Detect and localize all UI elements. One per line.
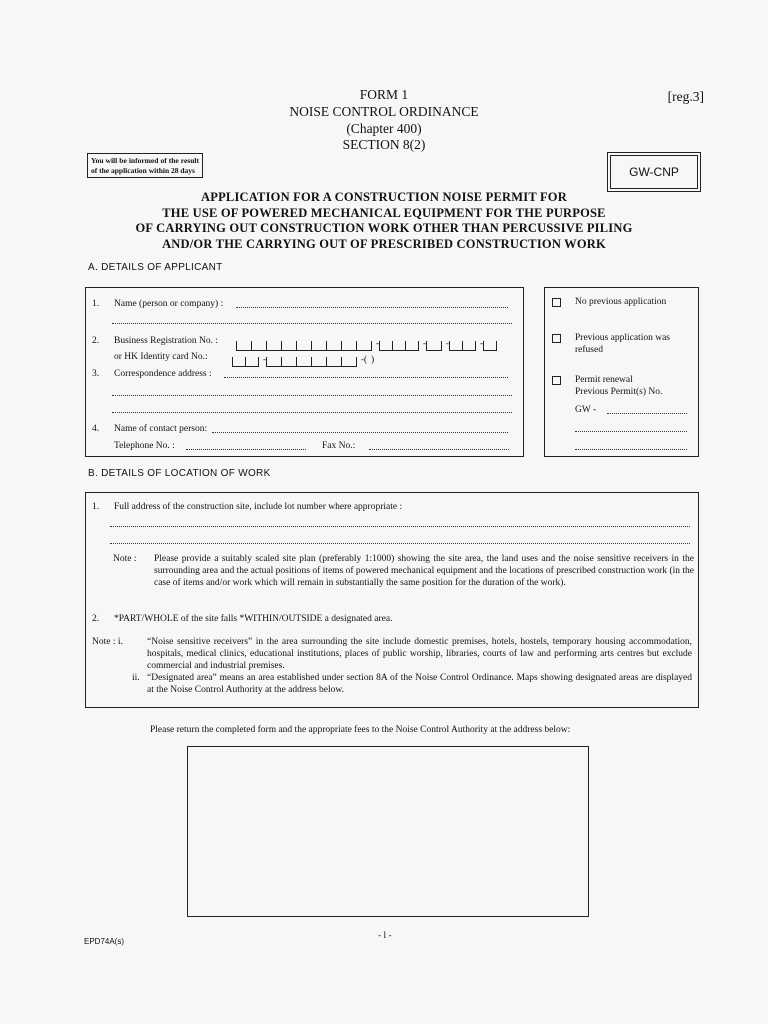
previous-permit-label: Previous Permit(s) No. [575,387,663,397]
item2-number: 2. [92,336,100,346]
authority-address-box [187,746,589,917]
designated-area-note: “Designated area” means an area established under section 8A of the Noise Control Ordinance. Maps showing designated areas are displayed at the Noise Control Authority at the address below. [147,673,692,695]
address-field-line-3[interactable] [112,412,512,413]
designated-area-statement[interactable]: *PART/WHOLE of the site falls *WITHIN/OUTSIDE a designated area. [114,614,393,624]
result-notice: You will be informed of the result of the application within 28 days [87,153,203,178]
telephone-field[interactable] [186,449,306,450]
refused-label: Previous application was refused [575,333,670,355]
application-title [0,190,768,252]
hkid-field[interactable]: - -( ) [232,349,374,367]
address-field[interactable] [224,377,508,378]
no-previous-checkbox[interactable] [552,298,561,307]
notes-label: Note : i. [92,637,123,647]
application-status-box [544,287,699,457]
fax-label: Fax No.: [322,441,356,451]
no-previous-label: No previous application [575,297,667,307]
telephone-label: Telephone No. : [114,441,175,451]
hkid-label: or HK Identity card No.: [114,352,208,362]
noise-receivers-note: “Noise sensitive receivers” in the area surrounding the site include domestic premises, hotels, hostels, temporary housing accommodation, hospitals, medical clinics, educational institutions, places of public worship, libraries, courts of law and performing arts centres but exclude commercial and industrial premises. [147,637,692,671]
title-line-1: APPLICATION FOR A CONSTRUCTION NOISE PERMIT FOR [201,190,567,204]
renewal-label: Permit renewal [575,375,633,385]
section-label: SECTION 8(2) [342,137,426,152]
form-reference-code: EPD74A(s) [84,937,125,946]
return-instructions: Please return the completed form and the appropriate fees to the Noise Control Authority at the address below: [150,725,571,735]
permit-number-field-3[interactable] [575,449,687,450]
business-reg-label: Business Registration No. : [114,336,218,346]
site-address-field-line-2[interactable] [110,543,690,544]
location-details-box [85,492,699,708]
location-item1-number: 1. [92,502,100,512]
item1-number: 1. [92,299,100,309]
chapter-label: (Chapter 400) [346,121,422,136]
refused-checkbox[interactable] [552,334,561,343]
title-line-3: OF CARRYING OUT CONSTRUCTION WORK OTHER THAN PERCUSSIVE PILING [135,221,633,235]
contact-person-field[interactable] [212,432,508,433]
title-line-2: THE USE OF POWERED MECHANICAL EQUIPMENT FOR THE PURPOSE [162,205,606,220]
name-field-line-2[interactable] [112,323,512,324]
renewal-checkbox[interactable] [552,376,561,385]
location-item2-number: 2. [92,614,100,624]
name-label: Name (person or company) : [114,299,224,309]
site-address-field[interactable] [110,526,690,527]
title-line-4: AND/OR THE CARRYING OUT OF PRESCRIBED CONSTRUCTION WORK [162,236,606,251]
permit-number-field-1[interactable] [607,413,687,414]
section-a-heading: A. DETAILS OF APPLICANT [88,262,223,273]
note-ii-label: ii. [132,673,140,683]
site-address-label: Full address of the construction site, include lot number where appropriate : [114,502,403,512]
permit-number-field-2[interactable] [575,431,687,432]
form-code-box [607,152,701,192]
form-number: FORM 1 [359,87,409,102]
site-plan-note-label: Note : [113,554,137,564]
regulation-ref: [reg.3] [667,89,704,104]
gw-label: GW - [575,405,597,415]
address-field-line-2[interactable] [112,395,512,396]
item4-number: 4. [92,424,100,434]
name-field[interactable] [236,307,508,308]
hkid-close: ) [371,355,375,365]
applicant-details-box [85,287,524,457]
fax-field[interactable] [369,449,509,450]
item3-number: 3. [92,369,100,379]
form-code: GW-CNP [629,165,679,179]
site-plan-note: Please provide a suitably scaled site plan (preferably 1:1000) showing the site area, the land uses and the noise sensitive receivers in the surrounding area and the actual positions of items of powered mechanical equipment and the locations of prescribed construction work (in the case of items and/or work which will remain in substantially the same position for the duration of the work). [154,554,694,588]
ordinance-title: NOISE CONTROL ORDINANCE [289,104,479,119]
section-b-heading: B. DETAILS OF LOCATION OF WORK [88,468,271,479]
page-number: - l - [378,931,392,941]
contact-person-label: Name of contact person: [114,424,208,434]
address-label: Correspondence address : [114,369,212,379]
business-reg-field[interactable]: - - - - [236,333,497,351]
